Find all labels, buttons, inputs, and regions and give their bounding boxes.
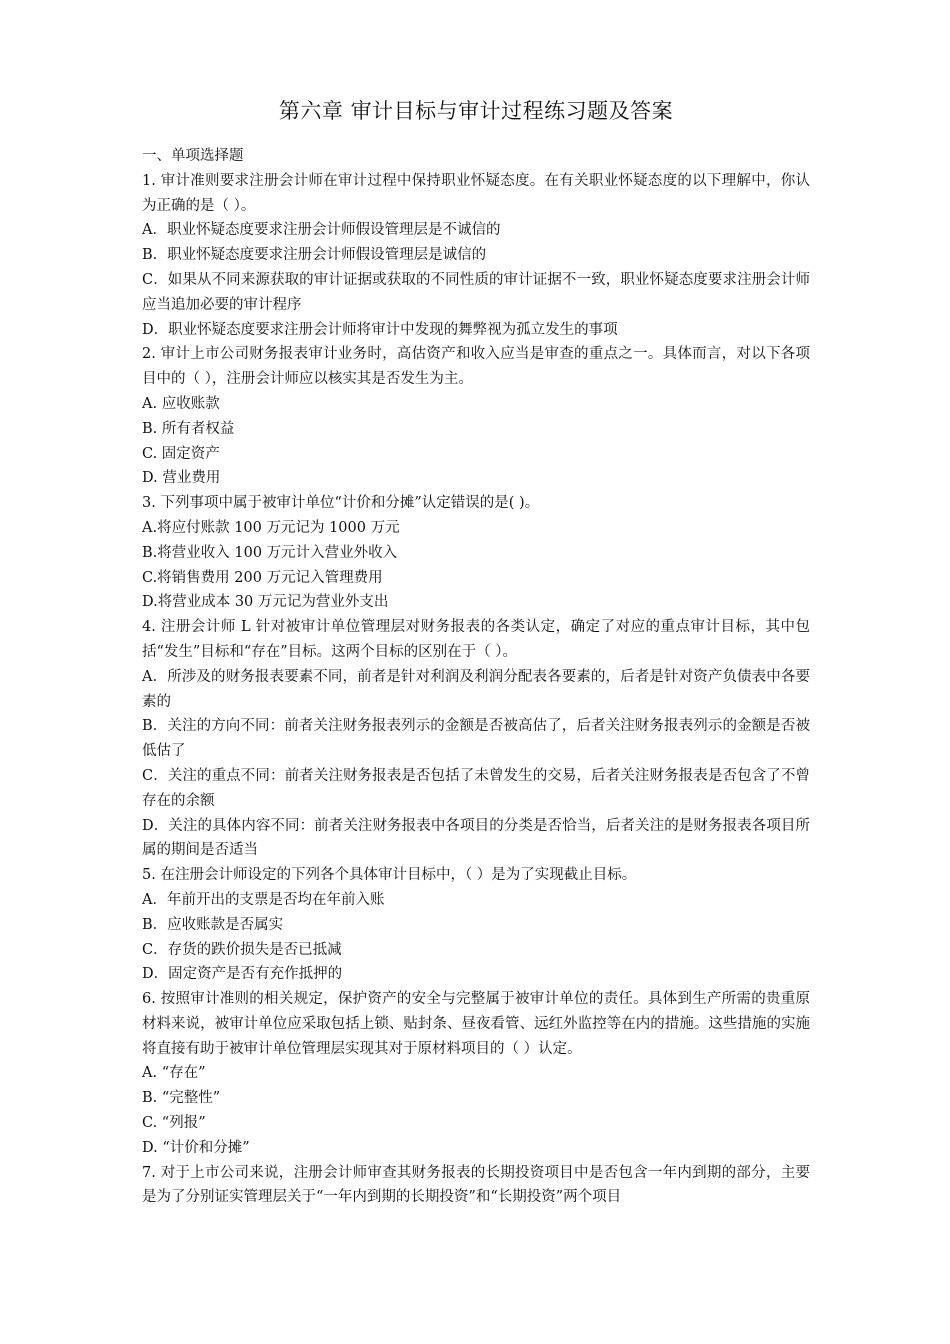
document-page	[142, 96, 810, 1210]
option-a: A.将应付账款 100 万元记为 1000 万元	[142, 519, 400, 536]
question-7	[142, 1161, 810, 1211]
option-b: B. “完整性”	[142, 1090, 221, 1107]
option-a: A．所涉及的财务报表要素不同，前者是针对利润及利润分配表各要素的，后者是针对资产负债表中各要素的	[142, 668, 810, 710]
option-d: D．关注的具体内容不同：前者关注财务报表中各项目的分类是否恰当，后者关注的是财务报表各项目所属的期间是否适当	[142, 817, 810, 859]
question-4	[142, 615, 810, 863]
option-a: A. 应收账款	[142, 395, 220, 412]
option-c: C. “列报”	[142, 1115, 206, 1132]
option-d: D.将营业成本 30 万元记为营业外支出	[142, 594, 389, 611]
question-6	[142, 987, 810, 1161]
option-a: A．年前开出的支票是否均在年前入账	[142, 891, 385, 908]
option-a: A. “存在”	[142, 1065, 206, 1082]
option-b: B．职业怀疑态度要求注册会计师假设管理层是诚信的	[142, 247, 487, 264]
question-stem: 5. 在注册会计师设定的下列各个具体审计目标中，（ ）是为了实现截止目标。	[142, 867, 637, 884]
option-d: D. “计价和分摊”	[142, 1139, 250, 1156]
question-stem: 6. 按照审计准则的相关规定，保护资产的安全与完整属于被审计单位的责任。具体到生产所需的贵重原材料来说，被审计单位应采取包括上锁、贴封条、昼夜看管、远红外监控等在内的措施。这些措施的实施将直接有助于被审计单位管理层实现其对于原材料项目的（ ）认定。	[142, 991, 810, 1057]
option-a: A．职业怀疑态度要求注册会计师假设管理层是不诚信的	[142, 222, 501, 239]
option-b: B. 所有者权益	[142, 420, 235, 437]
option-b: B．应收账款是否属实	[142, 916, 284, 933]
question-stem: 7. 对于上市公司来说，注册会计师审查其财务报表的长期投资项目中是否包含一年内到期的部分，主要是为了分别证实管理层关于“一年内到期的长期投资”和“长期投资”两个项目	[142, 1164, 810, 1206]
option-c: C．如果从不同来源获取的审计证据或获取的不同性质的审计证据不一致，职业怀疑态度要求注册会计师应当追加必要的审计程序	[142, 271, 810, 313]
option-c: C．存货的跌价损失是否已抵减	[142, 941, 342, 958]
question-2	[142, 342, 810, 491]
page-title: 第六章 审计目标与审计过程练习题及答案	[278, 99, 674, 123]
option-c: C.将销售费用 200 万元记入管理费用	[142, 569, 383, 586]
question-stem: 4. 注册会计师 L 针对被审计单位管理层对财务报表的各类认定，确定了对应的重点审计目标，其中包括“发生”目标和“存在”目标。这两个目标的区别在于（ ）。	[142, 619, 810, 660]
option-b: B．关注的方向不同：前者关注财务报表列示的金额是否被高估了，后者关注财务报表列示的金额是否被低估了	[142, 718, 810, 760]
question-stem: 3. 下列事项中属于被审计单位“计价和分摊”认定错误的是( )。	[142, 495, 540, 512]
section-heading: 一、单项选择题	[142, 148, 244, 164]
option-b: B.将营业收入 100 万元计入营业外收入	[142, 544, 398, 561]
option-c: C. 固定资产	[142, 445, 220, 462]
question-stem: 2. 审计上市公司财务报表审计业务时，高估资产和收入应当是审查的重点之一。具体而言，对以下各项目中的（ ），注册会计师应以核实其是否发生为主。	[142, 346, 810, 388]
option-d: D．职业怀疑态度要求注册会计师将审计中发现的舞弊视为孤立发生的事项	[142, 321, 618, 338]
option-d: D．固定资产是否有充作抵押的	[142, 966, 343, 983]
option-d: D. 营业费用	[142, 470, 221, 487]
question-1	[142, 169, 810, 343]
question-3	[142, 491, 810, 615]
option-c: C．关注的重点不同：前者关注财务报表是否包括了未曾发生的交易，后者关注财务报表是否包含了不曾存在的余额	[142, 767, 810, 809]
question-stem: 1. 审计准则要求注册会计师在审计过程中保持职业怀疑态度。在有关职业怀疑态度的以下理解中，你认为正确的是（ ）。	[142, 172, 810, 214]
question-5	[142, 863, 810, 987]
